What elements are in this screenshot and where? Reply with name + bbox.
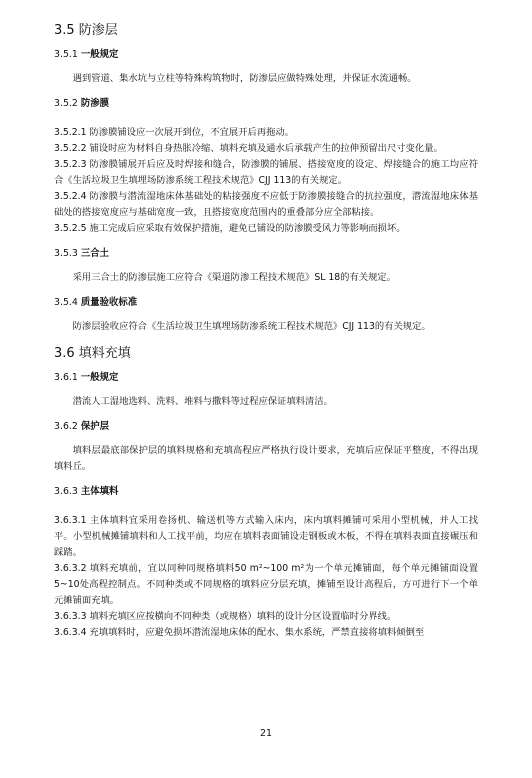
paragraph-3-5-1: 遇到管道、集水坑与立柱等特殊构筑物时，防渗层应做特殊处理，并保证水流通畅。: [72, 73, 417, 84]
subsection-title: 主体填料: [80, 486, 119, 497]
subsection-heading-3-5-3: [54, 247, 478, 261]
document-page: [54, 22, 478, 641]
subsection-number: 3.6.3: [54, 486, 78, 497]
subsection-title: 质量验收标准: [80, 297, 138, 308]
subsection-number: 3.5.2: [54, 98, 78, 109]
clause-3-5-2-4: 3.5.2.4 防渗膜与潜流湿地床体基础处的粘接强度不应低于防渗膜接缝合的抗拉强度，潜流湿地床体基础处的搭接宽度应与基础宽度一致，且搭接宽度范围内的重叠部分应全部粘接。: [54, 191, 478, 218]
subsection-number: 3.5.1: [54, 49, 78, 60]
subsection-title: 防渗膜: [80, 98, 109, 109]
subsection-heading-3-6-2: [54, 420, 478, 434]
page-number: 21: [259, 728, 273, 739]
subsection-heading-3-6-3: [54, 485, 478, 499]
subsection-number: 3.5.3: [54, 248, 78, 259]
clause-3-6-3-2: 3.6.3.2 填料充填前，宜以同种同规格填料50 m²~100 m²为一个单元摊铺面，每个单元摊铺面设置5~10处高程控制点。不同种类或不同规格的填料应分层充填，摊铺至设计高程后，方可进行下一个单元摊铺面充填。: [54, 563, 478, 606]
subsection-number: 3.6.2: [54, 421, 78, 432]
paragraph-3-6-1: 潜流人工湿地选料、洗料、堆料与撒料等过程应保证填料清洁。: [72, 396, 333, 407]
subsection-title: 一般规定: [80, 49, 119, 60]
subsection-title: 保护层: [80, 421, 109, 432]
subsection-heading-3-5-1: [54, 48, 478, 62]
paragraph-3-5-4: 防渗层验收应符合《生活垃圾卫生填埋场防渗系统工程技术规范》CJJ 113的有关规定。: [72, 321, 431, 332]
clause-3-5-2-1: 3.5.2.1 防渗膜铺设应一次展开到位，不宜展开后再拖动。: [54, 127, 295, 138]
clause-3-6-3-1: 3.6.3.1 主体填料宜采用卷扬机、输送机等方式输入床内，床内填料摊铺可采用小型机械，并人工找平。小型机械摊铺填料和人工找平前，均应在填料表面铺设走钢板或木板，不得在填料表面直接碾压和踩踏。: [54, 515, 478, 558]
paragraph-3-5-3: 采用三合土的防渗层施工应符合《渠道防渗工程技术规范》SL 18的有关规定。: [72, 272, 396, 283]
clause-3-5-2-2: 3.5.2.2 铺设时应为材料自身热胀冷缩、填料充填及通水后承载产生的拉伸预留出尺寸变化量。: [54, 143, 443, 154]
subsection-number: 3.6.1: [54, 372, 78, 383]
subsection-heading-3-5-4: [54, 296, 478, 310]
subsection-title: 三合土: [80, 248, 109, 259]
section-heading-3-6: 3.6 填料充填: [54, 346, 131, 361]
subsection-heading-3-6-1: [54, 371, 478, 385]
subsection-number: 3.5.4: [54, 297, 78, 308]
section-heading-3-5: 3.5 防渗层: [54, 23, 118, 38]
clause-3-6-3-4: 3.6.3.4 充填填料时，应避免损坏潜流湿地床体的配水、集水系统，严禁直接将填料倾倒至: [54, 627, 425, 638]
subsection-title: 一般规定: [80, 372, 119, 383]
clause-3-5-2-3: 3.5.2.3 防渗膜铺展开后应及时焊接和缝合，防渗膜的铺展、搭接宽度的设定、焊接缝合的施工均应符合《生活垃圾卫生填埋场防渗系统工程技术规范》CJJ 113的有关规定。: [54, 159, 478, 186]
clause-3-6-3-3: 3.6.3.3 填料充填区应按横向不同种类（或规格）填料的设计分区设置临时分界线。: [54, 611, 397, 622]
subsection-heading-3-5-2: [54, 97, 478, 111]
paragraph-3-6-2: 填料层最底部保护层的填料规格和充填高程应严格执行设计要求，充填后应保证平整度，不得出现填料丘。: [54, 445, 478, 472]
clause-3-5-2-5: 3.5.2.5 施工完成后应采取有效保护措施，避免已铺设的防渗膜受风力等影响而损坏。: [54, 223, 406, 234]
